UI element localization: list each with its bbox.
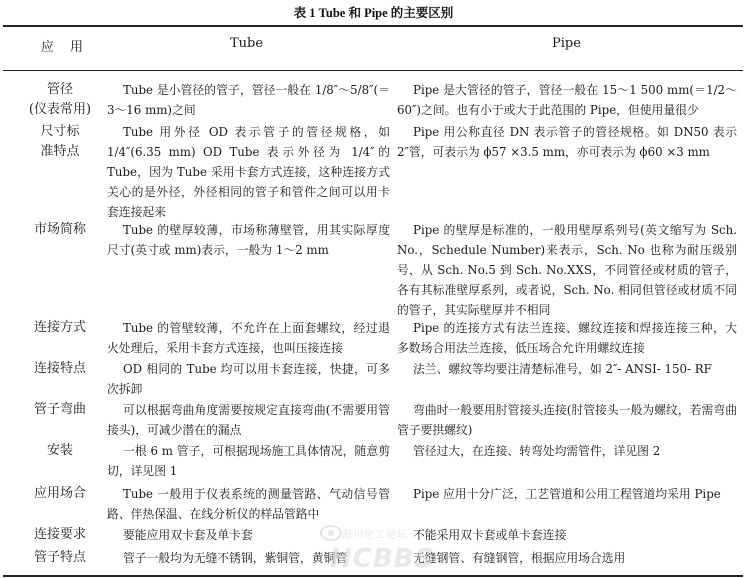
row-tube-text: 一根 6 m 管子，可根据现场施工具体情况，随意剪切，详见图 1 bbox=[107, 444, 390, 478]
row-pipe-text: 弯曲时一般要用肘管接头连接(肘管接头一般为螺纹，若需弯曲管子要拱螺纹) bbox=[397, 403, 737, 437]
row-pipe-text: Pipe 是大管径的管子，管径一般在 15～1 500 mm(＝1/2～60″)之间。也有小于或大于此范围的 Pipe，但使用量很少 bbox=[397, 83, 737, 117]
header-application: 应 用 bbox=[40, 40, 90, 55]
row-application: 安装 bbox=[46, 443, 73, 458]
header-rule bbox=[3, 70, 743, 71]
header-tube: Tube bbox=[230, 36, 264, 51]
row-application: 管子特点 bbox=[33, 550, 86, 565]
row-tube-text: 要能应用双卡套及单卡套 bbox=[123, 528, 253, 542]
row-application: 连接方式 bbox=[33, 320, 86, 335]
row-pipe-text: Pipe 的壁厚是标准的，一般用壁厚系列号(英文缩写为 Sch. No.，Schedule Number)来表示，Sch. No 也称为耐压级别号，从 Sch. No.5 到 Sch. No.XXS，不同管径或材质的管子，各有其标准壁厚系列，或者说，Sch. No. 相同但管径或材质不同的管子，其实际壁厚并不相同 bbox=[397, 223, 737, 317]
row-pipe-text: 管径过大，在连接、转弯处均需管件，详见图 2 bbox=[413, 444, 661, 458]
row-application: 连接特点 bbox=[33, 361, 86, 376]
row-application: 管径 (仪表常用) bbox=[28, 82, 92, 117]
row-pipe-text: Pipe 用公称直径 DN 表示管子的管径规格。如 DN50 表示 2″管，可表示为 ϕ57 ×3.5 mm，亦可表示为 ϕ60 ×3 mm bbox=[397, 125, 737, 159]
header-pipe: Pipe bbox=[552, 36, 581, 51]
row-pipe-text: Pipe 应用十分广泛，工艺管道和公用工程管道均采用 Pipe bbox=[413, 487, 721, 501]
row-application: 应用场合 bbox=[33, 486, 86, 501]
row-tube-text: 可以根据弯曲角度需要按规定直接弯曲(不需要用管接头)，可减少潜在的漏点 bbox=[107, 403, 390, 437]
row-tube-text: Tube 的壁厚较薄，市场称薄壁管，用其实际厚度尺寸(英寸或 mm)表示，一般为 1～2 mm bbox=[107, 223, 390, 257]
row-application: 尺寸标 准特点 bbox=[40, 124, 80, 159]
row-tube-text: Tube 是小管径的管子，管径一般在 1/8″～5/8″(＝3～16 mm)之间 bbox=[107, 83, 390, 117]
row-tube-text: 管子一般均为无缝不锈钢，紫铜管，黄铜管 bbox=[123, 551, 348, 565]
row-application: 连接要求 bbox=[33, 527, 86, 542]
row-pipe-text: 不能采用双卡套或单卡套连接 bbox=[413, 528, 567, 542]
row-pipe-text: Pipe 的连接方式有法兰连接、螺纹连接和焊接连接三种，大多数场合用法兰连接，低压场合允许用螺纹连接 bbox=[397, 321, 737, 355]
row-application: 市场简称 bbox=[33, 222, 86, 237]
row-pipe-text: 法兰、螺纹等均要注清楚标准号，如 2″- ANSI- 150- RF bbox=[413, 362, 712, 376]
row-pipe-text: 无缝钢管、有缝钢管，根据应用场合选用 bbox=[413, 551, 626, 565]
bottom-rule bbox=[3, 575, 743, 577]
top-rule bbox=[3, 25, 743, 27]
row-tube-text: Tube 的管壁较薄，不允许在上面套螺纹，经过退火处理后，采用卡套方式连接，也叫压接连接 bbox=[107, 321, 390, 355]
row-tube-text: Tube 一般用于仪表系统的测量管路、气动信号管路、伴热保温、在线分析仪的样品管路中 bbox=[107, 487, 390, 521]
row-tube-text: Tube 用外径 OD 表示管子的管径规格，如 1/4″(6.35 mm) OD Tube 表示外径为 1/4″的 Tube，因为 Tube 采用卡套方式连接，这种连接方式关心的是外径，外径相同的管子和管件之间可以用卡套连接起来 bbox=[107, 125, 390, 219]
row-tube-text: OD 相同的 Tube 均可以用卡套连接，快捷，可多次拆卸 bbox=[107, 362, 390, 396]
table-title: 表 1 Tube 和 Pipe 的主要区别 bbox=[293, 6, 454, 20]
watermark-small-text: 海川化工论坛 bbox=[342, 530, 408, 541]
watermark-large-text: HCBBS bbox=[330, 544, 435, 574]
row-application: 管子弯曲 bbox=[33, 402, 86, 417]
